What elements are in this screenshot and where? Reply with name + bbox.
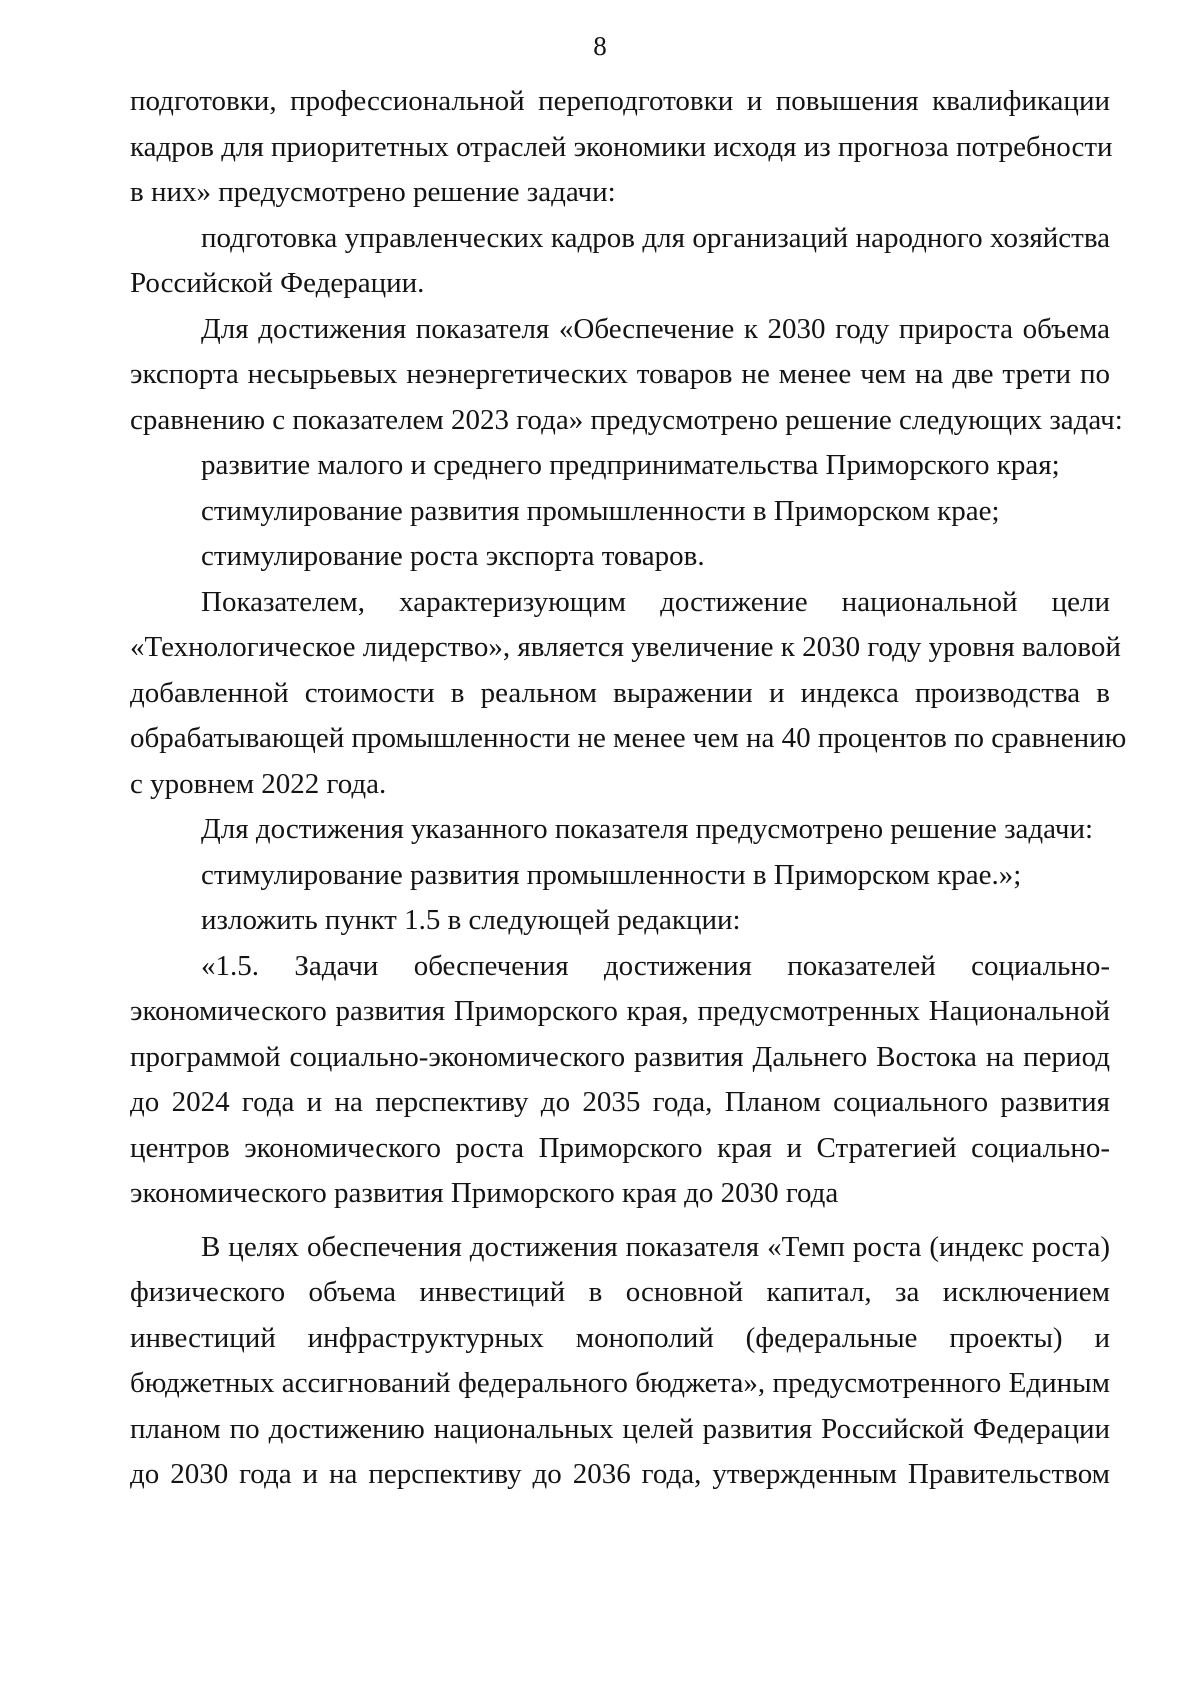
text-line: инвестиций инфраструктурных монополий (федеральные проекты) и — [130, 1321, 1110, 1354]
text-line: Для достижения указанного показателя предусмотрено решение задачи: — [201, 813, 1094, 845]
text-line: обрабатывающей промышленности не менее чем на 40 процентов по сравнению — [130, 722, 1127, 754]
text-line: программой социально-экономического развития Дальнего Востока на период — [130, 1040, 1110, 1073]
text-line: «Технологическое лидерство», является увеличение к 2030 году уровня валовой — [130, 631, 1121, 663]
text-line: изложить пункт 1.5 в следующей редакции: — [201, 904, 741, 936]
text-line: Показателем, характеризующим достижение национальной цели — [201, 585, 1110, 618]
text-line: добавленной стоимости в реальном выражении и индекса производства в — [130, 676, 1110, 709]
text-line: В целях обеспечения достижения показателя «Темп роста (индекс роста) — [201, 1230, 1110, 1263]
text-line: стимулирование развития промышленности в Приморском крае.»; — [201, 858, 1022, 891]
text-line: развитие малого и среднего предпринимательства Приморского края; — [201, 449, 1060, 481]
text-line: планом по достижению национальных целей развития Российской Федерации — [130, 1412, 1110, 1445]
text-line: до 2024 года и на перспективу до 2035 года, Планом социального развития — [130, 1086, 1110, 1118]
text-line: в них» предусмотрено решение задачи: — [130, 176, 616, 208]
document-body — [130, 79, 1127, 1498]
text-line: Российской Федерации. — [130, 267, 425, 299]
text-line: подготовка управленческих кадров для организаций народного хозяйства — [201, 221, 1110, 254]
text-line: кадров для приоритетных отраслей экономики исходя из прогноза потребности — [130, 130, 1113, 163]
text-line: Для достижения показателя «Обеспечение к 2030 году прироста объема — [201, 312, 1110, 345]
text-line: экспорта несырьевых неэнергетических товаров не менее чем на две трети по — [130, 358, 1110, 390]
paragraph-gap — [130, 1217, 1110, 1225]
text-line: стимулирование развития промышленности в Приморском крае; — [201, 494, 1000, 527]
text-line: до 2030 года и на перспективу до 2036 года, утвержденным Правительством — [130, 1458, 1110, 1490]
text-line: бюджетных ассигнований федерального бюджета», предусмотренного Единым — [130, 1367, 1110, 1399]
text-line: центров экономического роста Приморского края и Стратегией социально- — [130, 1131, 1110, 1164]
text-line: экономического развития Приморского края до 2030 года — [130, 1177, 839, 1209]
text-line: сравнению с показателем 2023 года» предусмотрено решение следующих задач: — [130, 403, 1123, 436]
text-line: стимулирование роста экспорта товаров. — [201, 540, 705, 572]
text-line: подготовки, профессиональной переподготовки и повышения квалификации — [130, 85, 1110, 117]
text-line: «1.5. Задачи обеспечения достижения показателей социально- — [201, 949, 1110, 982]
page-number: 8 — [593, 31, 607, 61]
text-line: с уровнем 2022 года. — [130, 767, 387, 800]
text-line: физического объема инвестиций в основной капитал, за исключением — [130, 1276, 1110, 1308]
text-line: экономического развития Приморского края, предусмотренных Национальной — [130, 995, 1110, 1027]
